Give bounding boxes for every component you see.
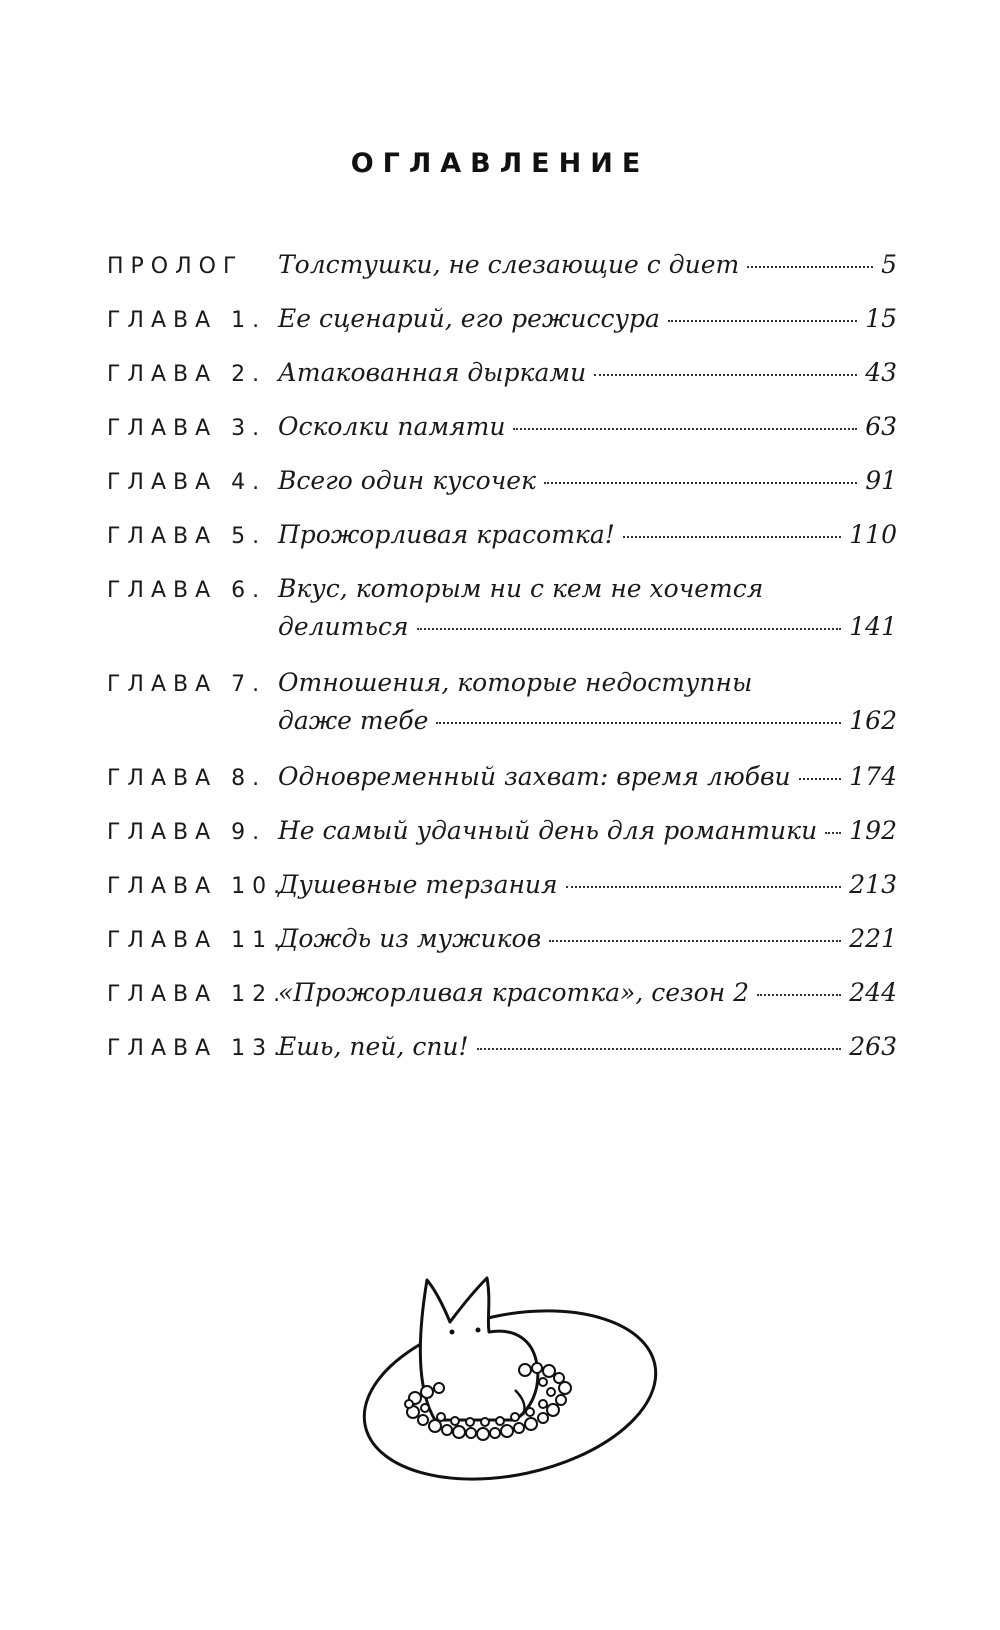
toc-entry-label: ГЛАВА 9. (107, 820, 267, 845)
toc-entry-page: 43 (865, 358, 897, 387)
toc-entry-page: 213 (849, 870, 897, 899)
toc-entry-label: ГЛАВА 7. (107, 672, 267, 697)
toc-entry-title: Отношения, которые недоступны (278, 668, 753, 697)
toc-entry-label: ГЛАВА 5. (107, 524, 267, 549)
dot-leader (566, 886, 842, 888)
toc-entry-page: 110 (849, 520, 897, 549)
toc-entry-label: ГЛАВА 13. (107, 1036, 288, 1061)
toc-entry-label: ГЛАВА 10. (107, 874, 288, 899)
toc-entry-title: Одновременный захват: время любви (278, 762, 791, 791)
toc-entry-title: Не самый удачный день для романтики (278, 816, 818, 845)
dot-leader (623, 536, 842, 538)
toc-entry-page: 91 (865, 466, 897, 495)
toc-entry-title: Атакованная дырками (278, 358, 587, 387)
cat-on-plate-icon (355, 1270, 665, 1489)
toc-entry-title: Осколки памяти (278, 412, 506, 441)
toc-entry-title: Душевные терзания (278, 870, 558, 899)
toc-entry-title: Ее сценарий, его режиссура (278, 304, 660, 333)
toc-entry-title: «Прожорливая красотка», сезон 2 (278, 978, 750, 1007)
toc-entry-title: Вкус, которым ни с кем не хочется (278, 574, 764, 603)
toc-entry-label: ГЛАВА 2. (107, 362, 267, 387)
dot-leader (436, 722, 841, 724)
toc-entry-label: ГЛАВА 11. (107, 928, 288, 953)
toc-entry-page: 5 (881, 250, 897, 279)
toc-entry-title: Всего один кусочек (278, 466, 536, 495)
dot-leader (799, 778, 842, 780)
toc-entry-page: 141 (849, 612, 897, 641)
toc-entry-page: 162 (849, 706, 897, 735)
dot-leader (477, 1048, 842, 1050)
dot-leader (757, 994, 841, 996)
toc-entry-page: 174 (849, 762, 897, 791)
toc-entry-page: 63 (865, 412, 897, 441)
toc-entry-page: 192 (849, 816, 897, 845)
toc-entry-label: ПРОЛОГ (107, 254, 244, 279)
toc-entry-page: 263 (849, 1032, 897, 1061)
dot-leader (513, 428, 857, 430)
dot-leader (825, 832, 841, 834)
toc-entry-title-continued: даже тебе (278, 706, 429, 735)
toc-entry-page: 244 (849, 978, 897, 1007)
toc-entry-page: 15 (865, 304, 897, 333)
toc-entry-label: ГЛАВА 8. (107, 766, 267, 791)
toc-entry-label: ГЛАВА 4. (107, 470, 267, 495)
toc-entry-label: ГЛАВА 1. (107, 308, 267, 333)
dot-leader (747, 266, 873, 268)
dot-leader (668, 320, 857, 322)
toc-entry-title: Дождь из мужиков (278, 924, 542, 953)
dot-leader (549, 940, 841, 942)
dot-leader (544, 482, 857, 484)
dot-leader (594, 374, 857, 376)
toc-entry-label: ГЛАВА 12. (107, 982, 288, 1007)
toc-entry-title: Прожорливая красотка! (278, 520, 615, 549)
toc-entry-title-continued: делиться (278, 612, 409, 641)
toc-entry-title: Толстушки, не слезающие с диет (278, 250, 740, 279)
toc-entry-label: ГЛАВА 3. (107, 416, 267, 441)
toc-entry-page: 221 (849, 924, 897, 953)
dot-leader (417, 628, 842, 630)
toc-entry-label: ГЛАВА 6. (107, 578, 267, 603)
page-title: ОГЛАВЛЕНИЕ (350, 148, 650, 179)
toc-entry-title: Ешь, пей, спи! (278, 1032, 469, 1061)
